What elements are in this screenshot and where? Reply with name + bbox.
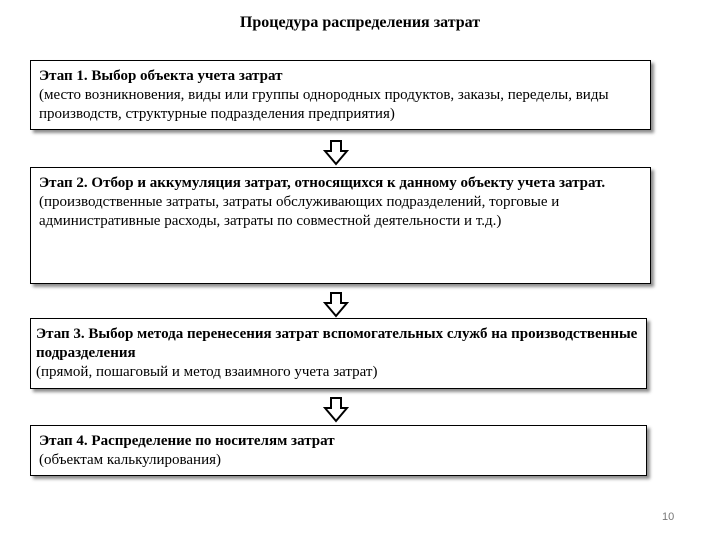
down-arrow-icon xyxy=(323,397,349,423)
stage-3-heading: Этап 3. Выбор метода перенесения затрат вспомогательных служб на производственные подразделения xyxy=(36,326,638,361)
stage-4-heading: Этап 4. Распределение по носителям затрат xyxy=(39,433,335,449)
diagram-title: Процедура распределения затрат xyxy=(239,14,481,31)
stage-4-box xyxy=(30,425,647,476)
down-arrow-icon xyxy=(323,292,349,318)
stage-4-description: (объектам калькулирования) xyxy=(39,452,221,468)
stage-1-description: (место возникновения, виды или группы однородных продуктов, заказы, переделы, виды производств, структурные подразделения предприятия) xyxy=(39,87,609,122)
stage-3-description: (прямой, пошаговый и метод взаимного учета затрат) xyxy=(36,364,378,380)
stage-1-box xyxy=(30,60,651,130)
stage-3-box xyxy=(30,318,647,389)
stage-2-heading: Этап 2. Отбор и аккумуляция затрат, относящихся к данному объекту учета затрат. xyxy=(39,175,606,191)
page-number: 10 xyxy=(662,511,675,523)
stage-2-description: (производственные затраты, затраты обслуживающих подразделений, торговые и административные расходы, затраты по совместной деятельности и т.д.) xyxy=(39,194,560,229)
stage-2-box xyxy=(30,167,651,284)
stage-1-heading: Этап 1. Выбор объекта учета затрат xyxy=(39,68,283,84)
down-arrow-icon xyxy=(323,140,349,166)
